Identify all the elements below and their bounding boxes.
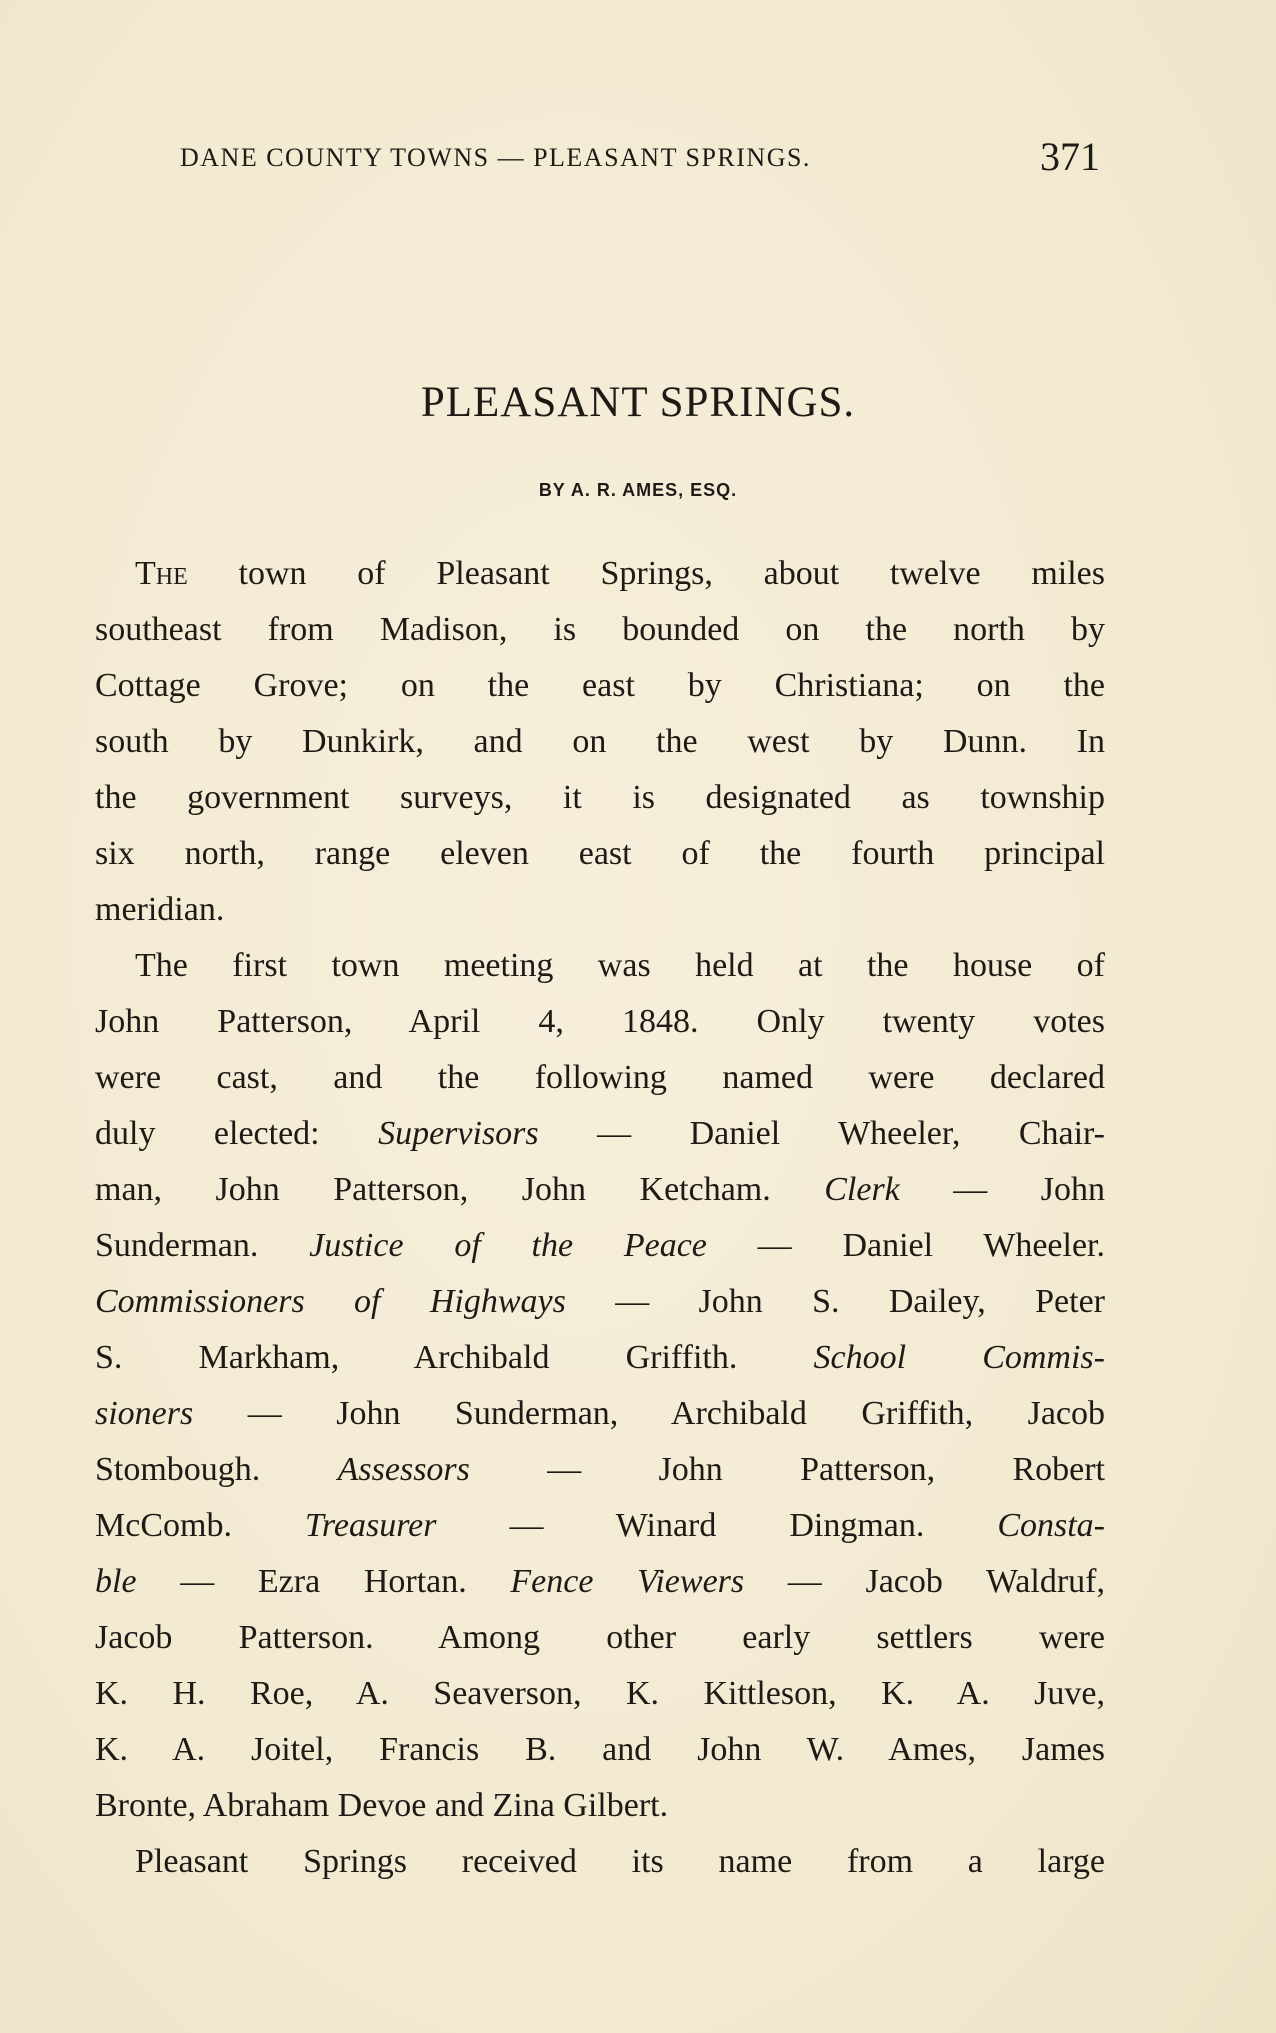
italic-term: Clerk	[824, 1171, 900, 1208]
text-line	[95, 1554, 1105, 1610]
text-line	[95, 938, 1105, 994]
text-run: — Jacob Waldruf,	[744, 1563, 1105, 1600]
text-run: town of Pleasant Springs, about twelve miles	[187, 555, 1105, 592]
text-line	[95, 1218, 1105, 1274]
text-run: the government surveys, it is designated as township	[95, 779, 1105, 816]
text-line	[95, 714, 1105, 770]
text-line	[95, 1106, 1105, 1162]
text-run: K. A. Joitel, Francis B. and John W. Ames, James	[95, 1731, 1105, 1768]
text-run: meridian.	[95, 891, 225, 928]
body-text	[95, 546, 1105, 1890]
italic-term: Consta-	[997, 1507, 1105, 1544]
text-run: The	[135, 555, 188, 592]
text-line	[95, 1666, 1105, 1722]
text-line	[95, 1498, 1105, 1554]
text-line	[95, 1442, 1105, 1498]
text-run: — Ezra Hortan.	[136, 1563, 511, 1600]
text-run: were cast, and the following named were declared	[95, 1059, 1105, 1096]
byline: BY A. R. AMES, ESQ.	[538, 480, 738, 500]
page-number: 371	[1040, 134, 1100, 179]
text-line	[95, 1778, 1105, 1834]
text-run: Cottage Grove; on the east by Christiana; on the	[95, 667, 1105, 704]
italic-term: Justice of the Peace	[309, 1227, 707, 1264]
text-run: six north, range eleven east of the fourth principal	[95, 835, 1105, 872]
italic-term: Fence Viewers	[510, 1563, 745, 1600]
text-line	[95, 1722, 1105, 1778]
text-line	[95, 546, 1105, 602]
italic-term: Assessors	[337, 1451, 470, 1488]
text-run: — John Patterson, Robert	[469, 1451, 1105, 1488]
text-run: — Winard Dingman.	[436, 1507, 998, 1544]
text-line	[95, 770, 1105, 826]
text-run: duly elected:	[95, 1115, 379, 1152]
chapter-title: PLEASANT SPRINGS.	[420, 379, 856, 426]
text-run: McComb.	[95, 1507, 305, 1544]
text-line	[95, 994, 1105, 1050]
text-run: K. H. Roe, A. Seaverson, K. Kittleson, K. A. Juve,	[95, 1675, 1105, 1712]
italic-term: Commissioners of Highways	[95, 1283, 566, 1320]
text-run: — John	[899, 1171, 1105, 1208]
text-line	[95, 1050, 1105, 1106]
text-run: Sunderman.	[95, 1227, 310, 1264]
text-line	[95, 602, 1105, 658]
running-title: DANE COUNTY TOWNS — PLEASANT SPRINGS.	[180, 143, 811, 172]
text-run: The first town meeting was held at the house of	[135, 947, 1105, 984]
text-line	[95, 1834, 1105, 1890]
text-run: Stombough.	[95, 1451, 338, 1488]
text-line	[95, 658, 1105, 714]
text-line	[95, 1274, 1105, 1330]
text-run: man, John Patterson, John Ketcham.	[95, 1171, 825, 1208]
italic-term: ble	[95, 1563, 137, 1600]
italic-term: sioners	[95, 1395, 194, 1432]
italic-term: Supervisors	[378, 1115, 539, 1152]
text-line	[95, 1162, 1105, 1218]
text-run: Bronte, Abraham Devoe and Zina Gilbert.	[95, 1787, 669, 1824]
text-run: — Daniel Wheeler, Chair-	[538, 1115, 1105, 1152]
text-line	[95, 882, 1105, 938]
text-run: — Daniel Wheeler.	[706, 1227, 1106, 1264]
text-run: — John Sunderman, Archibald Griffith, Jacob	[193, 1395, 1105, 1432]
text-line	[95, 1610, 1105, 1666]
italic-term: School Commis-	[813, 1339, 1105, 1376]
text-line	[95, 1386, 1105, 1442]
running-head	[180, 133, 1100, 183]
text-run: south by Dunkirk, and on the west by Dunn. In	[95, 723, 1105, 760]
text-run: southeast from Madison, is bounded on the north by	[95, 611, 1105, 648]
text-run: Pleasant Springs received its name from a large	[135, 1843, 1105, 1880]
text-run: — John S. Dailey, Peter	[565, 1283, 1106, 1320]
text-run: Jacob Patterson. Among other early settlers were	[95, 1619, 1105, 1656]
text-line	[95, 826, 1105, 882]
text-run: S. Markham, Archibald Griffith.	[95, 1339, 814, 1376]
text-line	[95, 1330, 1105, 1386]
text-run: John Patterson, April 4, 1848. Only twenty votes	[95, 1003, 1105, 1040]
italic-term: Treasurer	[304, 1507, 437, 1544]
